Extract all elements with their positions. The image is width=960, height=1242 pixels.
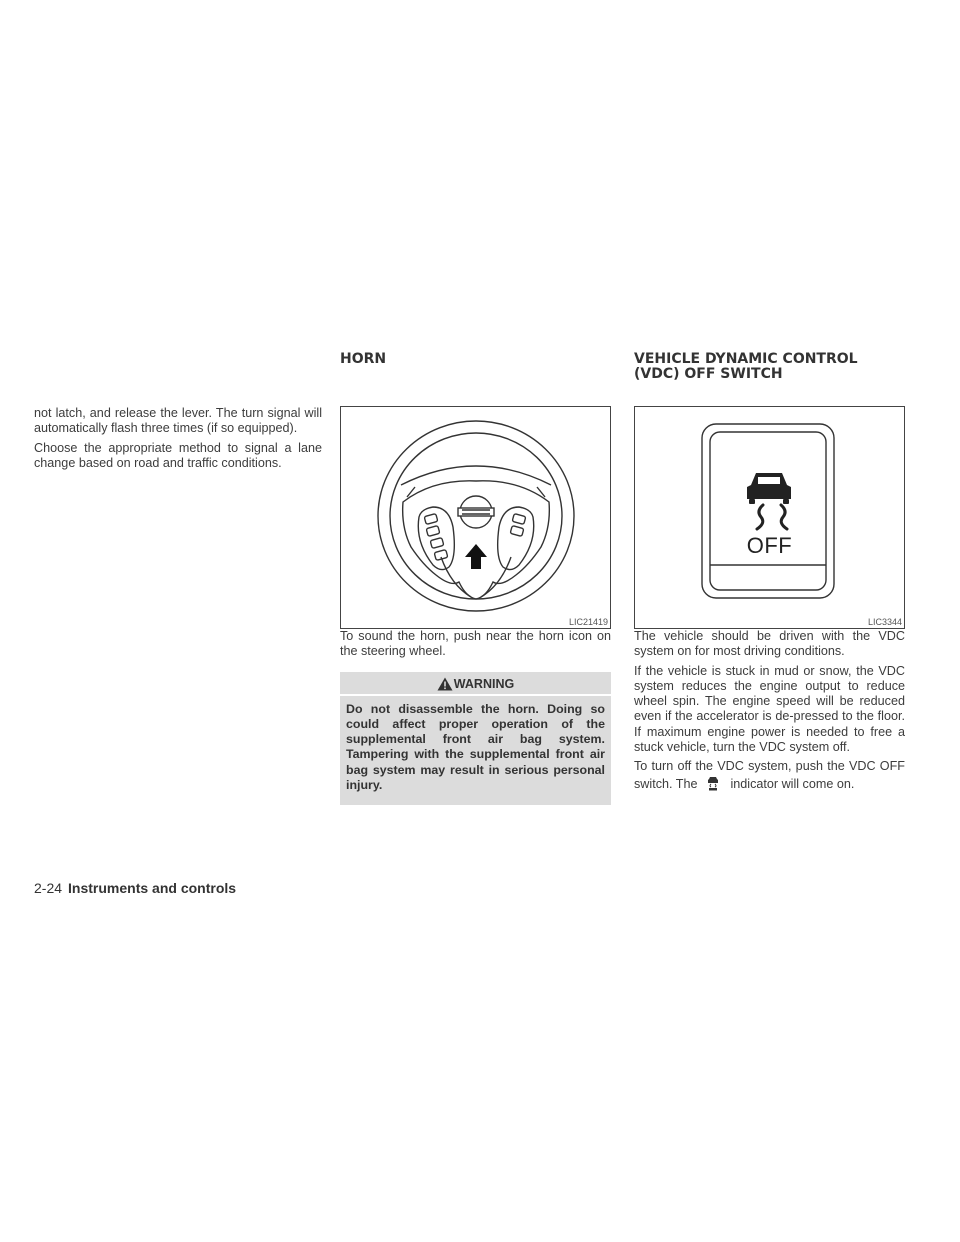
page-number: 2-24 (34, 880, 63, 896)
vdc-heading: VEHICLE DYNAMIC CONTROL (VDC) OFF SWITCH (634, 351, 858, 382)
page-footer (34, 880, 236, 896)
warning-triangle-icon (437, 677, 453, 691)
vdc-switch-illustration (635, 407, 904, 628)
vdc-para-1: The vehicle should be driven with the VDC system on for most driving conditions. (634, 629, 905, 659)
paragraph-lane-change: Choose the appropriate method to signal a lane change based on road and traffic conditions. (34, 440, 322, 470)
vdc-off-indicator-icon (701, 775, 727, 791)
vdc-switch-figure (634, 406, 905, 629)
steering-wheel-figure (340, 406, 611, 629)
horn-heading: HORN (340, 351, 387, 367)
vdc-para-3 (634, 759, 905, 792)
paragraph-turn-signal: not latch, and release the lever. The turn signal will automatically flash three times (if so equipped). (34, 406, 322, 436)
vdc-para-3-start: To turn off the VDC system, push the VDC OFF switch. The (634, 759, 905, 791)
column-vdc (634, 352, 905, 796)
horn-arrow-icon (465, 544, 487, 569)
warning-title (340, 672, 611, 696)
column-left (34, 406, 322, 475)
warning-label: WARNING (453, 676, 515, 691)
horn-instruction: To sound the horn, push near the horn icon on the steering wheel. (340, 629, 611, 659)
horn-warning-box (340, 672, 611, 806)
horn-figure-code: LIC21419 (568, 617, 608, 627)
column-horn (340, 352, 611, 805)
vdc-para-2: If the vehicle is stuck in mud or snow, the VDC system reduces the engine output to reduce wheel spin. The engine speed will be reduced even if the accelerator is de-pressed to the floor. If maximum engine power is needed to free a stuck vehicle, turn the VDC system off. (634, 663, 905, 755)
vdc-switch-off-label: OFF (746, 533, 793, 558)
vdc-figure-code: LIC3344 (867, 617, 902, 627)
steering-wheel-illustration (341, 407, 610, 628)
section-title: Instruments and controls (68, 880, 237, 896)
vdc-para-3-end: indicator will come on. (730, 776, 855, 791)
warning-text: Do not disassemble the horn. Doing so could affect proper operation of the supplemental front air bag system. Tampering with the supplemental front air bag system may result in serious personal injury. (346, 701, 605, 793)
